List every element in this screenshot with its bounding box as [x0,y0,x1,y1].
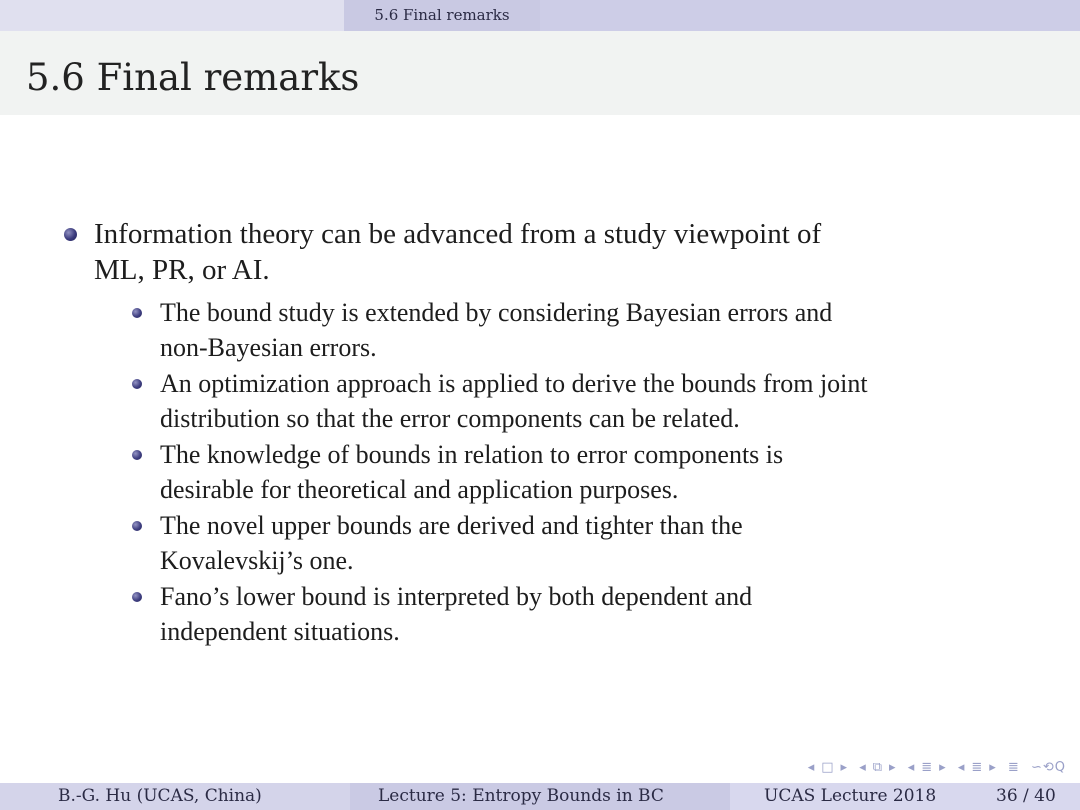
part-next-icon[interactable]: ▸ [989,760,997,775]
footer-bar [0,783,1080,810]
sub-bullet-icon [132,379,142,389]
topnav-left-segment [0,0,344,31]
beamer-navigation-symbols [802,760,1066,778]
sub-bullet-icon [132,450,142,460]
subsection-prev-icon[interactable]: ◂ [859,760,867,775]
footer-event: UCAS Lecture 2018 [764,786,937,806]
frame-icon[interactable]: □ [821,760,835,775]
main-bullet-line1: Information theory can be advanced from a study viewpoint of [94,218,822,250]
part-prev-icon[interactable]: ◂ [957,760,966,775]
section-prev-icon[interactable]: ◂ [907,760,916,775]
frame-prev-icon[interactable]: ◂ [807,760,816,775]
sub-bullet-4-line2: Kovalevskij’s one. [160,546,354,575]
sub-bullet-4-line1: The novel upper bounds are derived and tighter than the [160,511,743,540]
sub-bullet-5-line1: Fano’s lower bound is interpreted by both dependent and [160,582,753,611]
frame-next-icon[interactable]: ▸ [840,760,849,775]
sub-bullet-1-line2: non-Bayesian errors. [160,333,377,362]
topnav-current-section[interactable]: 5.6 Final remarks [344,0,540,31]
subsection-next-icon[interactable]: ▸ [889,760,897,775]
sub-bullet-5-line2: independent situations. [160,617,400,646]
search-icon[interactable]: ∽⟲Q [1030,760,1066,775]
sub-bullet-1-line1: The bound study is extended by considering Bayesian errors and [160,298,833,327]
main-bullet-icon [64,228,77,241]
main-bullet-line2: ML, PR, or AI. [94,254,270,286]
sub-bullet-icon [132,308,142,318]
sub-bullet-icon [132,521,142,531]
sub-bullet-2-line1: An optimization approach is applied to derive the bounds from joint [160,369,868,398]
top-navigation-bar [0,0,1080,31]
part-icon[interactable]: ≣ [971,760,984,775]
section-icon[interactable]: ≣ [921,760,934,775]
topnav-right-segment [540,0,1080,31]
footer-author: B.-G. Hu (UCAS, China) [58,786,262,806]
sub-bullet-icon [132,592,142,602]
footer-page-number: 36 / 40 [996,786,1056,806]
slide-title: 5.6 Final remarks [26,56,360,99]
sub-bullet-3-line2: desirable for theoretical and application purposes. [160,475,679,504]
footer-lecture-title: Lecture 5: Entropy Bounds in BC [378,786,664,806]
sub-bullet-2-line2: distribution so that the error components can be related. [160,404,740,433]
subsection-icon[interactable]: ⧉ [872,760,884,775]
document-icon[interactable]: ≣ [1007,760,1020,775]
section-next-icon[interactable]: ▸ [939,760,947,775]
sub-bullet-3-line1: The knowledge of bounds in relation to error components is [160,440,784,469]
slide-title-bar [0,31,1080,115]
